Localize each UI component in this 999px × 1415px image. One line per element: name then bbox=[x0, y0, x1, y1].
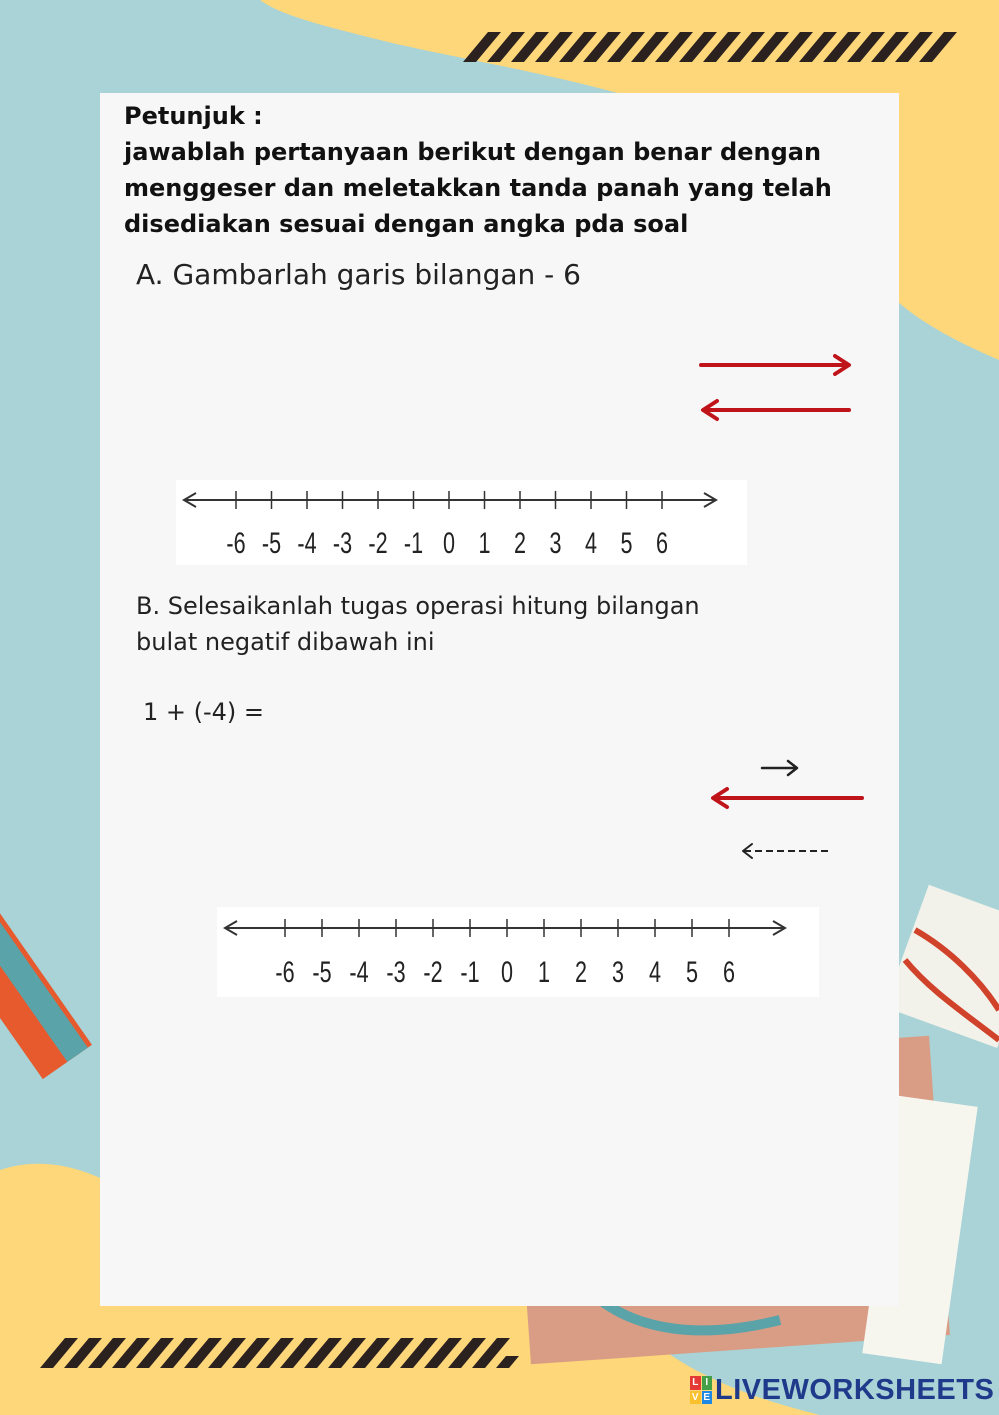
tick-label: 6 bbox=[722, 954, 736, 989]
number-line-a-svg bbox=[176, 480, 747, 565]
tick-label: -4 bbox=[297, 525, 317, 560]
tick-label: 3 bbox=[611, 954, 625, 989]
tick-label: 2 bbox=[513, 525, 527, 560]
question-b-line: B. Selesaikanlah tugas operasi hitung bilangan bbox=[136, 592, 700, 620]
tick-label: 5 bbox=[620, 525, 633, 560]
tick-label: 0 bbox=[500, 954, 514, 989]
instructions-heading: Petunjuk : bbox=[124, 102, 263, 130]
logo-letter: I bbox=[702, 1376, 713, 1390]
tick-label: -1 bbox=[403, 525, 424, 560]
tick-label: -1 bbox=[460, 954, 480, 989]
red-arrow-right[interactable] bbox=[697, 352, 857, 378]
question-b bbox=[136, 588, 756, 660]
red-arrow-left-b[interactable] bbox=[707, 785, 867, 811]
question-a: A. Gambarlah garis bilangan - 6 bbox=[136, 258, 581, 291]
tick-label: 5 bbox=[685, 954, 699, 989]
brand-name: LIVEWORKSHEETS bbox=[715, 1373, 995, 1406]
instructions bbox=[124, 98, 864, 242]
tick-label: 4 bbox=[648, 954, 662, 989]
instructions-line: disediakan sesuai dengan angka pda soal bbox=[124, 210, 689, 238]
logo-letter: V bbox=[691, 1391, 699, 1403]
logo-letter: E bbox=[703, 1391, 711, 1403]
tick-label: 3 bbox=[549, 525, 562, 560]
tick-label: 2 bbox=[574, 954, 588, 989]
equation: 1 + (-4) = bbox=[143, 698, 265, 726]
tick-label: -2 bbox=[368, 525, 388, 560]
liveworksheets-logo bbox=[690, 1376, 712, 1404]
tick-label: -4 bbox=[349, 954, 369, 989]
black-arrow-short-right[interactable] bbox=[758, 756, 802, 780]
tick-label: -5 bbox=[261, 525, 282, 560]
tick-label: -3 bbox=[332, 525, 353, 560]
tick-label: 0 bbox=[442, 525, 456, 560]
tick-label: -3 bbox=[386, 954, 406, 989]
tick-label: 6 bbox=[655, 525, 669, 560]
tick-label: -5 bbox=[312, 954, 332, 989]
number-line-b-svg bbox=[217, 907, 819, 997]
tick-label: -6 bbox=[226, 525, 246, 560]
tick-label: 1 bbox=[478, 525, 491, 560]
logo-letter: L bbox=[690, 1376, 701, 1390]
tick-label: -6 bbox=[275, 954, 295, 989]
tick-label: 1 bbox=[537, 954, 551, 989]
number-line-a bbox=[176, 480, 747, 565]
red-arrow-left[interactable] bbox=[697, 397, 857, 423]
number-line-b bbox=[217, 907, 819, 997]
tick-label: 4 bbox=[584, 525, 598, 560]
instructions-line: jawablah pertanyaan berikut dengan benar dengan bbox=[124, 138, 822, 166]
dashed-arrow-left[interactable] bbox=[738, 840, 838, 862]
instructions-line: menggeser dan meletakkan tanda panah yang telah bbox=[124, 174, 832, 202]
liveworksheets-brand bbox=[690, 1372, 994, 1408]
tick-label: -2 bbox=[423, 954, 443, 989]
question-b-line: bulat negatif dibawah ini bbox=[136, 628, 435, 656]
